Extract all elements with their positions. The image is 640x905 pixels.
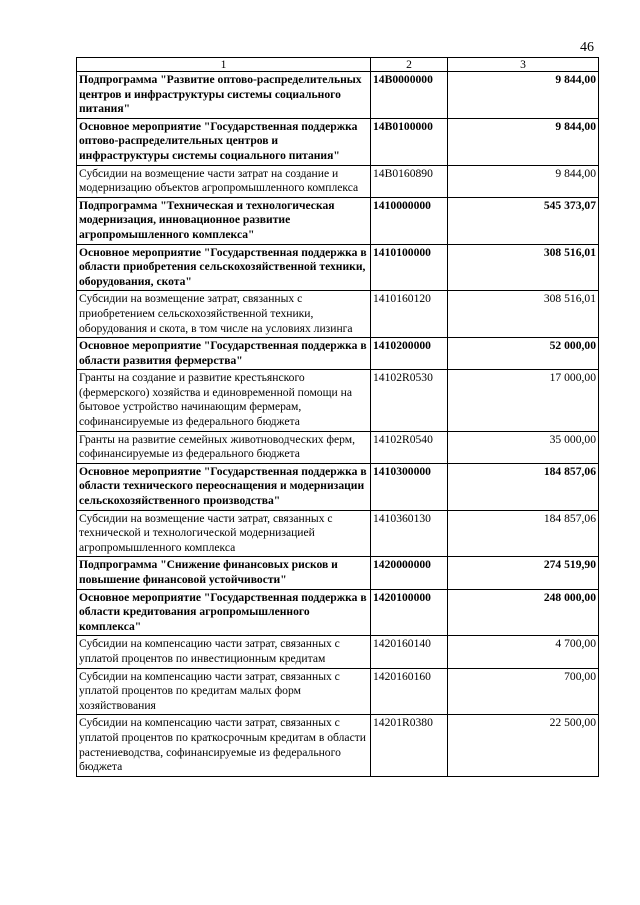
row-name-cell: Основное мероприятие "Государственная поддержка в области развития фермерства" [77,338,371,370]
table-row [77,291,599,338]
row-code-cell: 14102R0530 [371,370,448,431]
row-name-cell: Субсидии на возмещение части затрат на создание и модернизацию объектов агропромышленного комплекса [77,165,371,197]
table-row [77,197,599,244]
table-row [77,463,599,510]
row-code-cell: 14В0000000 [371,72,448,119]
row-code-cell: 1420160140 [371,636,448,668]
table-row [77,338,599,370]
table-row [77,668,599,715]
column-header-3: 3 [448,58,599,72]
row-name-cell: Субсидии на компенсацию части затрат, связанных с уплатой процентов по кредитам малых форм хозяйствования [77,668,371,715]
row-amount-cell: 184 857,06 [448,463,599,510]
row-amount-cell: 274 519,90 [448,557,599,589]
row-amount-cell: 184 857,06 [448,510,599,557]
table-row [77,557,599,589]
table-row [77,589,599,636]
row-code-cell: 14201R0380 [371,715,448,776]
row-amount-cell: 4 700,00 [448,636,599,668]
table-row [77,636,599,668]
row-amount-cell: 35 000,00 [448,431,599,463]
row-name-cell: Гранты на создание и развитие крестьянского (фермерского) хозяйства и единовременной помощи на бытовое устройство начинающим фермерам, софинансируемые из федерального бюджета [77,370,371,431]
column-header-1: 1 [77,58,371,72]
row-amount-cell: 52 000,00 [448,338,599,370]
row-amount-cell: 9 844,00 [448,118,599,165]
row-code-cell: 14102R0540 [371,431,448,463]
row-name-cell: Субсидии на компенсацию части затрат, связанных с уплатой процентов по краткосрочным кредитам в области растениеводства, софинансируемые из федерального бюджета [77,715,371,776]
budget-table [76,57,599,777]
row-name-cell: Основное мероприятие "Государственная поддержка в области технического переоснащения и модернизации сельскохозяйственного производства" [77,463,371,510]
table-row [77,118,599,165]
budget-table-body [77,58,599,777]
row-code-cell: 1420100000 [371,589,448,636]
row-code-cell: 1410160120 [371,291,448,338]
table-row [77,244,599,291]
row-name-cell: Основное мероприятие "Государственная поддержка в области приобретения сельскохозяйственной техники, оборудования, скота" [77,244,371,291]
row-code-cell: 1410200000 [371,338,448,370]
row-amount-cell: 17 000,00 [448,370,599,431]
row-code-cell: 14В0100000 [371,118,448,165]
row-name-cell: Подпрограмма "Снижение финансовых рисков и повышение финансовой устойчивости" [77,557,371,589]
page-number: 46 [580,40,594,55]
row-code-cell: 1420160160 [371,668,448,715]
row-amount-cell: 700,00 [448,668,599,715]
row-amount-cell: 9 844,00 [448,72,599,119]
row-name-cell: Основное мероприятие "Государственная поддержка оптово-распределительных центров и инфраструктуры системы социального питания" [77,118,371,165]
table-row [77,510,599,557]
row-code-cell: 1410300000 [371,463,448,510]
row-name-cell: Подпрограмма "Развитие оптово-распределительных центров и инфраструктуры системы социального питания" [77,72,371,119]
row-name-cell: Гранты на развитие семейных животноводческих ферм, софинансируемые из федерального бюджета [77,431,371,463]
row-amount-cell: 22 500,00 [448,715,599,776]
row-name-cell: Субсидии на возмещение затрат, связанных с приобретением сельскохозяйственной техники, оборудования и скота, в том числе на условиях лизинга [77,291,371,338]
row-amount-cell: 9 844,00 [448,165,599,197]
row-amount-cell: 308 516,01 [448,291,599,338]
table-row [77,715,599,776]
row-code-cell: 1410000000 [371,197,448,244]
row-amount-cell: 308 516,01 [448,244,599,291]
column-header-2: 2 [371,58,448,72]
row-name-cell: Подпрограмма "Техническая и технологическая модернизация, инновационное развитие агропромышленного комплекса" [77,197,371,244]
table-header-row [77,58,599,72]
row-code-cell: 1420000000 [371,557,448,589]
row-code-cell: 14В0160890 [371,165,448,197]
row-name-cell: Субсидии на возмещение части затрат, связанных с технической и технологической модернизацией агропромышленного комплекса [77,510,371,557]
row-amount-cell: 545 373,07 [448,197,599,244]
row-code-cell: 1410100000 [371,244,448,291]
table-row [77,72,599,119]
table-row [77,165,599,197]
table-row [77,370,599,431]
row-amount-cell: 248 000,00 [448,589,599,636]
table-row [77,431,599,463]
row-code-cell: 1410360130 [371,510,448,557]
row-name-cell: Основное мероприятие "Государственная поддержка в области кредитования агропромышленного комплекса" [77,589,371,636]
row-name-cell: Субсидии на компенсацию части затрат, связанных с уплатой процентов по инвестиционным кредитам [77,636,371,668]
